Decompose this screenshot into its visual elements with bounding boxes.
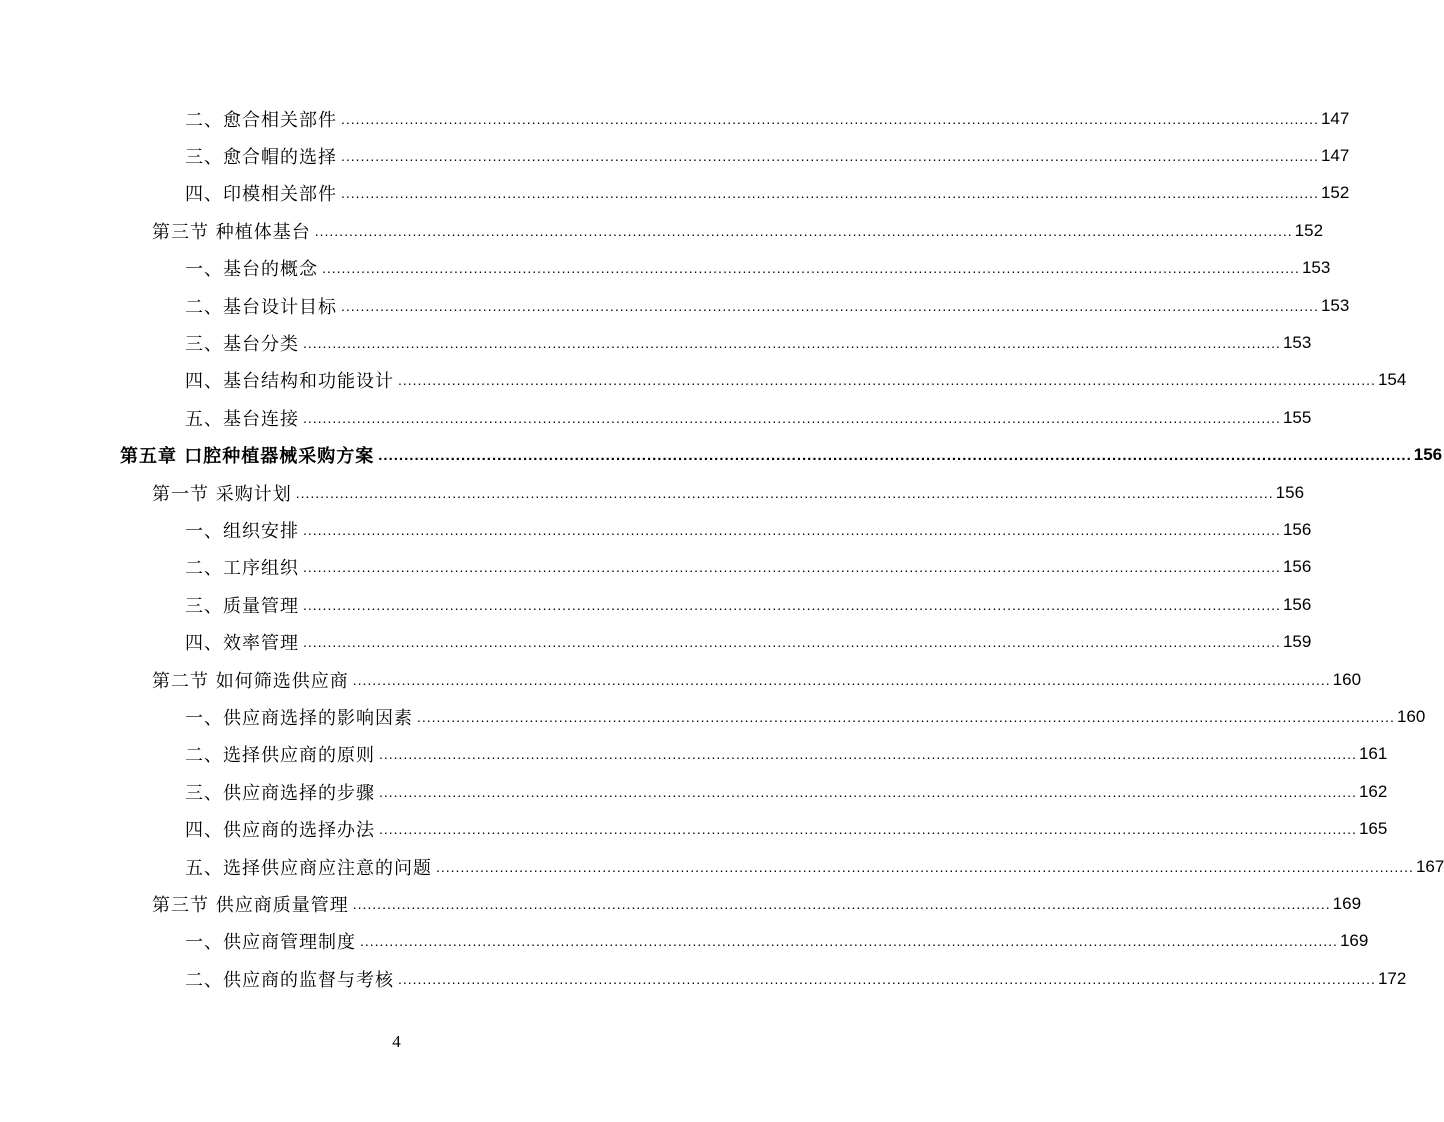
- toc-entry-page-number: 156: [1282, 557, 1312, 577]
- toc-entry-title: 四、供应商的选择办法: [185, 820, 375, 842]
- toc-dot-leader: ........................................................................................................................................................................................................: [341, 110, 1319, 127]
- toc-dot-leader: ........................................................................................................................................................................................................: [352, 671, 1331, 688]
- toc-dot-leader: ........................................................................................................................................................................................................: [303, 409, 1281, 426]
- toc-entry-item[interactable]: [0, 324, 1312, 361]
- toc-entry-title: 第二节 如何筛选供应商: [152, 670, 349, 692]
- toc-entry-item[interactable]: [0, 586, 1312, 623]
- toc-entry-title: 二、选择供应商的原则: [185, 745, 375, 767]
- toc-entry-page-number: 153: [1301, 258, 1331, 278]
- toc-entry-title: 第五章 口腔种植器械采购方案: [120, 446, 375, 468]
- toc-entry-title: 一、供应商选择的影响因素: [185, 707, 413, 729]
- toc-entry-page-number: 162: [1358, 781, 1388, 801]
- toc-entry-page-number: 153: [1320, 295, 1350, 315]
- toc-dot-leader: ........................................................................................................................................................................................................: [352, 895, 1331, 912]
- toc-entry-title: 一、组织安排: [185, 520, 299, 542]
- toc-entry-page-number: 155: [1282, 407, 1312, 427]
- toc-entry-page-number: 147: [1320, 146, 1350, 166]
- toc-entry-page-number: 153: [1282, 333, 1312, 353]
- toc-entry-page-number: 156: [1282, 519, 1312, 539]
- toc-entry-title: 二、供应商的监督与考核: [185, 969, 394, 991]
- toc-entry-item[interactable]: [0, 960, 1407, 997]
- toc-dot-leader: ........................................................................................................................................................................................................: [303, 634, 1281, 651]
- toc-entry-page-number: 160: [1396, 706, 1426, 726]
- toc-dot-leader: ........................................................................................................................................................................................................: [379, 783, 1357, 800]
- toc-entry-page-number: 161: [1358, 744, 1388, 764]
- toc-entry-page-number: 165: [1358, 819, 1388, 839]
- toc-dot-leader: ........................................................................................................................................................................................................: [295, 484, 1274, 501]
- toc-dot-leader: ........................................................................................................................................................................................................: [341, 185, 1319, 202]
- toc-entry-title: 五、选择供应商应注意的问题: [185, 857, 432, 879]
- toc-entry-page-number: 156: [1282, 594, 1312, 614]
- toc-entry-page-number: 169: [1339, 931, 1369, 951]
- toc-entry-page-number: 147: [1320, 108, 1350, 128]
- toc-dot-leader: ........................................................................................................................................................................................................: [379, 821, 1357, 838]
- toc-entry-title: 三、愈合帽的选择: [185, 147, 337, 169]
- toc-dot-leader: ........................................................................................................................................................................................................: [303, 521, 1281, 538]
- toc-entry-item[interactable]: [0, 511, 1312, 548]
- toc-dot-leader: ........................................................................................................................................................................................................: [341, 148, 1319, 165]
- toc-entry-page-number: 169: [1332, 893, 1362, 913]
- toc-dot-leader: ........................................................................................................................................................................................................: [360, 933, 1338, 950]
- toc-entry-page-number: 172: [1377, 968, 1407, 988]
- toc-entry-item[interactable]: [0, 623, 1312, 660]
- toc-dot-leader: ........................................................................................................................................................................................................: [436, 858, 1414, 875]
- toc-entry-item[interactable]: [0, 923, 1369, 960]
- toc-entry-title: 二、基台设计目标: [185, 296, 337, 318]
- toc-dot-leader: ........................................................................................................................................................................................................: [341, 297, 1319, 314]
- toc-entry-page-number: 159: [1282, 632, 1312, 652]
- toc-entry-item[interactable]: [0, 848, 1444, 885]
- toc-dot-leader: ........................................................................................................................................................................................................: [322, 260, 1300, 277]
- toc-entry-title: 第一节 采购计划: [152, 483, 292, 505]
- toc-dot-leader: ........................................................................................................................................................................................................: [379, 746, 1357, 763]
- toc-entry-page-number: 156: [1413, 445, 1443, 465]
- toc-entry-title: 二、愈合相关部件: [185, 109, 337, 131]
- toc-entry-title: 第三节 供应商质量管理: [152, 894, 349, 916]
- toc-entry-page-number: 152: [1320, 183, 1350, 203]
- toc-entry-item[interactable]: [0, 362, 1407, 399]
- toc-entry-item[interactable]: [0, 399, 1312, 436]
- toc-dot-leader: ........................................................................................................................................................................................................: [303, 559, 1281, 576]
- toc-entry-item[interactable]: [0, 287, 1350, 324]
- toc-entry-item[interactable]: [0, 250, 1331, 287]
- toc-entry-item[interactable]: [0, 698, 1426, 735]
- toc-entry-title: 四、印模相关部件: [185, 184, 337, 206]
- toc-entry-title: 五、基台连接: [185, 408, 299, 430]
- toc-dot-leader: ........................................................................................................................................................................................................: [398, 372, 1376, 389]
- table-of-contents: [0, 100, 1444, 997]
- toc-entry-item[interactable]: [0, 100, 1350, 137]
- toc-entry-title: 一、供应商管理制度: [185, 932, 356, 954]
- toc-entry-page-number: 167: [1415, 856, 1444, 876]
- toc-entry-section[interactable]: [0, 212, 1324, 249]
- toc-entry-item[interactable]: [0, 773, 1388, 810]
- toc-dot-leader: ........................................................................................................................................................................................................: [314, 222, 1293, 239]
- toc-entry-title: 二、工序组织: [185, 558, 299, 580]
- toc-entry-item[interactable]: [0, 810, 1388, 847]
- toc-entry-page-number: 156: [1275, 482, 1305, 502]
- toc-entry-item[interactable]: [0, 549, 1312, 586]
- toc-entry-title: 三、供应商选择的步骤: [185, 782, 375, 804]
- page-number: 4: [392, 1032, 401, 1051]
- toc-entry-item[interactable]: [0, 175, 1350, 212]
- toc-entry-title: 三、质量管理: [185, 595, 299, 617]
- toc-entry-section[interactable]: [0, 661, 1362, 698]
- toc-entry-item[interactable]: [0, 736, 1388, 773]
- toc-entry-title: 四、基台结构和功能设计: [185, 371, 394, 393]
- toc-entry-title: 四、效率管理: [185, 633, 299, 655]
- toc-entry-title: 三、基台分类: [185, 334, 299, 356]
- toc-dot-leader: ........................................................................................................................................................................................................: [398, 970, 1376, 987]
- toc-entry-section[interactable]: [0, 885, 1362, 922]
- toc-entry-title: 一、基台的概念: [185, 259, 318, 281]
- toc-entry-title: 第三节 种植体基台: [152, 221, 311, 243]
- toc-entry-page-number: 152: [1294, 220, 1324, 240]
- toc-entry-page-number: 154: [1377, 370, 1407, 390]
- toc-entry-chapter[interactable]: [0, 437, 1443, 474]
- toc-dot-leader: ........................................................................................................................................................................................................: [303, 596, 1281, 613]
- toc-entry-section[interactable]: [0, 474, 1305, 511]
- toc-dot-leader: ........................................................................................................................................................................................................: [303, 335, 1281, 352]
- toc-dot-leader: ........................................................................................................................................................................................................: [417, 708, 1395, 725]
- toc-entry-page-number: 160: [1332, 669, 1362, 689]
- toc-dot-leader: ........................................................................................................................................................................................................: [378, 446, 1412, 464]
- toc-entry-item[interactable]: [0, 137, 1350, 174]
